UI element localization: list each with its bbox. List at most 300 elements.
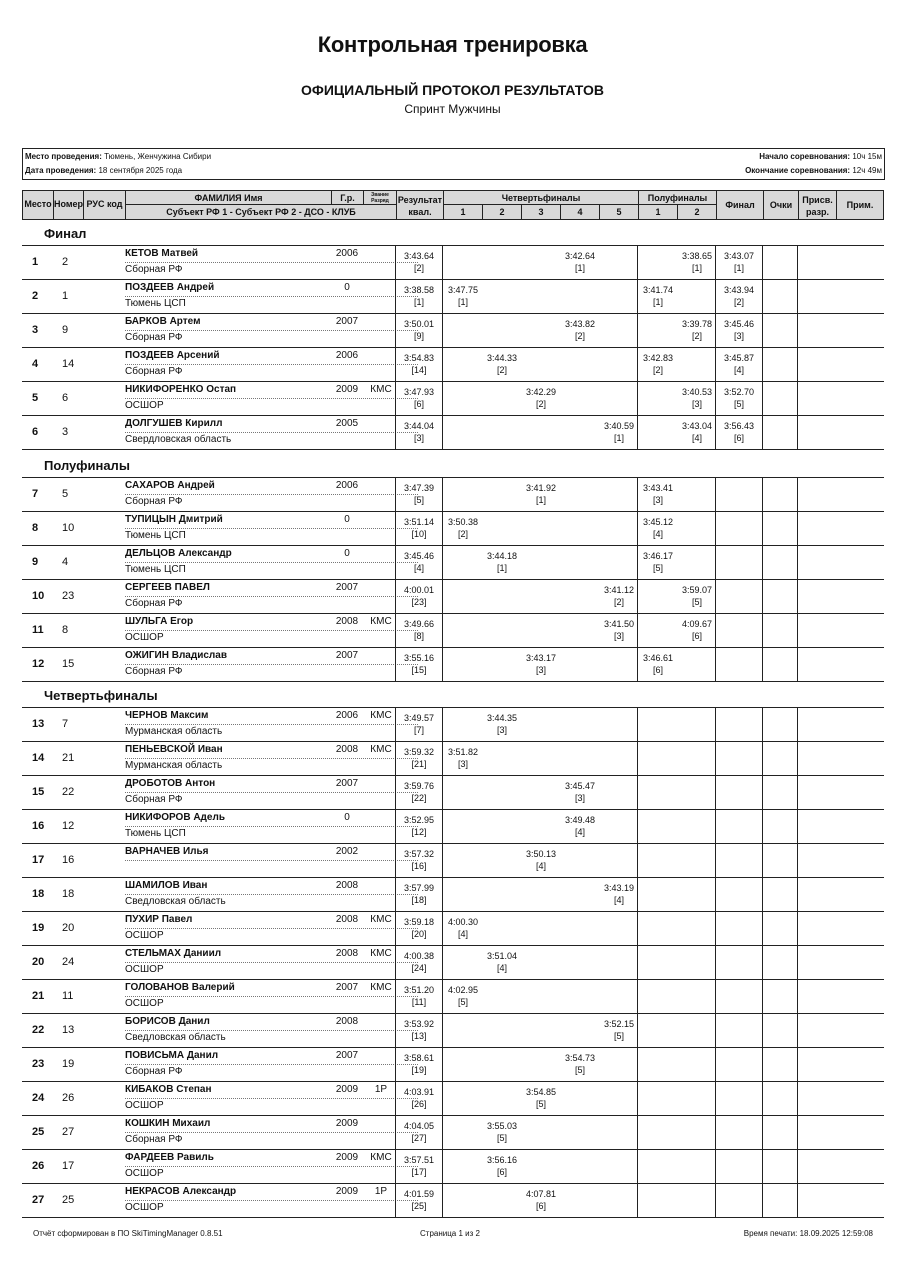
final-result-cell (715, 280, 762, 313)
club-region: ОСШОР (125, 632, 164, 643)
qual-position: [10] (411, 529, 427, 539)
club-region: Сборная РФ (125, 666, 183, 677)
qf-time: 3:41.12 (603, 585, 635, 595)
dotted-separator (125, 1098, 418, 1099)
sport-rank: 1Р (374, 1186, 388, 1197)
points-cell (762, 314, 797, 347)
assigned-rank-cell (797, 980, 835, 1013)
col-qf-5: 5 (599, 205, 638, 219)
sport-rank: КМС (370, 1152, 392, 1163)
birth-year: 2008 (335, 616, 359, 627)
athlete-row (22, 348, 884, 382)
qf-position: [4] (496, 963, 507, 973)
final-result-cell (715, 580, 762, 613)
club-region: ОСШОР (125, 400, 164, 411)
semifinal-block (637, 980, 715, 1013)
qual-position: [26] (411, 1099, 427, 1109)
col-assigned-rank: Присв. разр. (798, 191, 836, 219)
club-region: Сборная РФ (125, 1066, 183, 1077)
birth-year: 2007 (335, 982, 359, 993)
assigned-rank-cell (797, 878, 835, 911)
bib-number: 16 (62, 854, 75, 866)
place-value: 6 (32, 426, 39, 438)
birth-year: 2007 (335, 778, 359, 789)
sport-rank: КМС (370, 948, 392, 959)
club-region: Сборная РФ (125, 496, 183, 507)
quarterfinal-result (484, 946, 520, 979)
athlete-name: НЕКРАСОВ Александр (125, 1186, 237, 1197)
qf-time: 3:51.82 (447, 747, 479, 757)
qf-time: 3:50.13 (525, 849, 557, 859)
bib-number: 18 (62, 888, 75, 900)
bib-number: 26 (62, 1092, 75, 1104)
final-result-cell (715, 708, 762, 741)
birth-year: 2006 (335, 248, 359, 259)
place-value: 2 (32, 290, 39, 302)
assigned-rank-cell (797, 844, 835, 877)
athlete-row (22, 810, 884, 844)
athlete-row (22, 580, 884, 614)
points-cell (762, 580, 797, 613)
col-qual: Результат квал. (396, 191, 443, 219)
qual-time: 3:49.57 (403, 713, 435, 723)
quarterfinal-result (523, 648, 559, 681)
sf-position: [5] (652, 563, 663, 573)
quarterfinal-result (445, 742, 481, 775)
final-position: [4] (733, 365, 744, 375)
final-time: 3:45.46 (723, 319, 755, 329)
birth-year: 0 (344, 282, 350, 293)
place-value: 27 (32, 1194, 45, 1206)
qual-result-cell (395, 246, 442, 279)
club-region: ОСШОР (125, 930, 164, 941)
club-region: Мурманская область (125, 760, 223, 771)
sf-time: 3:40.53 (681, 387, 713, 397)
qual-position: [21] (411, 759, 427, 769)
dotted-separator (125, 528, 418, 529)
quarterfinal-block (442, 776, 637, 809)
semifinal-block (637, 1048, 715, 1081)
qf-time: 3:41.92 (525, 483, 557, 493)
col-final: Финал (716, 191, 763, 219)
points-cell (762, 246, 797, 279)
birth-year: 2008 (335, 880, 359, 891)
club-region: ОСШОР (125, 964, 164, 975)
points-cell (762, 1150, 797, 1183)
athlete-row (22, 708, 884, 742)
club-region: Сборная РФ (125, 366, 183, 377)
quarterfinal-result (523, 844, 559, 877)
sf-time: 3:46.17 (642, 551, 674, 561)
final-position: [1] (733, 263, 744, 273)
col-name: ФАМИЛИЯ Имя (125, 191, 331, 205)
athlete-name: ОЖИГИН Владислав (125, 650, 227, 661)
athlete-name: ДЕЛЬЦОВ Александр (125, 548, 232, 559)
final-result-cell (715, 546, 762, 579)
sf-time: 3:39.78 (681, 319, 713, 329)
quarterfinal-block (442, 946, 637, 979)
assigned-rank-cell (797, 314, 835, 347)
qual-result-cell (395, 648, 442, 681)
quarterfinal-result (562, 1048, 598, 1081)
birth-year: 0 (344, 812, 350, 823)
bib-number: 21 (62, 752, 75, 764)
points-cell (762, 348, 797, 381)
sf-position: [4] (652, 529, 663, 539)
qual-time: 3:55.16 (403, 653, 435, 663)
qual-result-cell (395, 348, 442, 381)
athlete-name: ДОЛГУШЕВ Кирилл (125, 418, 223, 429)
qf-position: [6] (535, 1201, 546, 1211)
quarterfinal-result (484, 708, 520, 741)
final-position: [6] (733, 433, 744, 443)
bib-number: 10 (62, 522, 75, 534)
bib-number: 20 (62, 922, 75, 934)
athlete-name: БОРИСОВ Данил (125, 1016, 210, 1027)
qual-position: [3] (413, 433, 424, 443)
quarterfinal-result (445, 280, 481, 313)
qf-time: 3:42.64 (564, 251, 596, 261)
col-rank: Звание Разряд (363, 191, 396, 205)
semifinal-result (679, 580, 715, 613)
qual-result-cell (395, 416, 442, 449)
athlete-row (22, 280, 884, 314)
qf-position: [2] (535, 399, 546, 409)
final-result-cell (715, 844, 762, 877)
qual-position: [25] (411, 1201, 427, 1211)
assigned-rank-cell (797, 246, 835, 279)
points-cell (762, 1184, 797, 1217)
qual-position: [22] (411, 793, 427, 803)
qual-time: 3:45.46 (403, 551, 435, 561)
footer-software: Отчёт сформирован в ПО SkiTimingManager 0.8.51 (33, 1229, 223, 1238)
assigned-rank-cell (797, 348, 835, 381)
athlete-row (22, 1116, 884, 1150)
qual-position: [27] (411, 1133, 427, 1143)
final-position: [2] (733, 297, 744, 307)
qual-position: [7] (413, 725, 424, 735)
birth-year: 2009 (335, 1084, 359, 1095)
assigned-rank-cell (797, 546, 835, 579)
qf-position: [2] (496, 365, 507, 375)
assigned-rank-cell (797, 382, 835, 415)
assigned-rank-cell (797, 810, 835, 843)
quarterfinal-result (523, 478, 559, 511)
qual-result-cell (395, 314, 442, 347)
athlete-row (22, 878, 884, 912)
dotted-separator (125, 792, 418, 793)
sf-time: 3:41.74 (642, 285, 674, 295)
club-region: Сборная РФ (125, 598, 183, 609)
qf-position: [3] (457, 759, 468, 769)
club-region: ОСШОР (125, 1168, 164, 1179)
bib-number: 9 (62, 324, 69, 336)
qual-position: [15] (411, 665, 427, 675)
qual-time: 3:57.32 (403, 849, 435, 859)
qual-result-cell (395, 1184, 442, 1217)
qf-position: [4] (613, 895, 624, 905)
athlete-row (22, 742, 884, 776)
points-cell (762, 280, 797, 313)
footer-page-number: Страница 1 из 2 (420, 1229, 480, 1238)
qual-position: [14] (411, 365, 427, 375)
quarterfinal-block (442, 1116, 637, 1149)
points-cell (762, 878, 797, 911)
qf-position: [5] (613, 1031, 624, 1041)
semifinal-block (637, 1082, 715, 1115)
qual-position: [19] (411, 1065, 427, 1075)
qual-result-cell (395, 844, 442, 877)
sf-position: [2] (691, 331, 702, 341)
discipline-label: Спринт Мужчины (404, 102, 501, 116)
qual-time: 4:00.38 (403, 951, 435, 961)
qual-result-cell (395, 776, 442, 809)
qual-position: [6] (413, 399, 424, 409)
final-result-cell (715, 246, 762, 279)
final-result-cell (715, 912, 762, 945)
semifinal-block (637, 844, 715, 877)
dotted-separator (125, 962, 418, 963)
quarterfinal-result (445, 980, 481, 1013)
athlete-row (22, 1014, 884, 1048)
final-result-cell (715, 776, 762, 809)
birth-year: 2007 (335, 582, 359, 593)
sf-position: [5] (691, 597, 702, 607)
dotted-separator (125, 494, 418, 495)
final-position: [3] (733, 331, 744, 341)
qf-position: [4] (457, 929, 468, 939)
qf-time: 3:40.59 (603, 421, 635, 431)
quarterfinal-result (523, 382, 559, 415)
athlete-row (22, 946, 884, 980)
qual-result-cell (395, 1048, 442, 1081)
dotted-separator (125, 664, 418, 665)
qf-time: 3:55.03 (486, 1121, 518, 1131)
qual-time: 4:01.59 (403, 1189, 435, 1199)
bib-number: 27 (62, 1126, 75, 1138)
final-result-cell (715, 1150, 762, 1183)
athlete-name: ДРОБОТОВ Антон (125, 778, 216, 789)
sf-position: [6] (652, 665, 663, 675)
qual-result-cell (395, 946, 442, 979)
sport-rank: КМС (370, 914, 392, 925)
club-region: Тюмень ЦСП (125, 564, 186, 575)
final-time: 3:45.87 (723, 353, 755, 363)
results-table-header (22, 190, 884, 220)
final-time: 3:52.70 (723, 387, 755, 397)
athlete-row (22, 382, 884, 416)
semifinal-result (640, 478, 676, 511)
final-result-cell (715, 1116, 762, 1149)
sf-time: 3:42.83 (642, 353, 674, 363)
semifinal-block (637, 742, 715, 775)
athlete-row (22, 314, 884, 348)
birth-year: 2007 (335, 316, 359, 327)
athlete-name: САХАРОВ Андрей (125, 480, 215, 491)
quarterfinal-block (442, 708, 637, 741)
place-value: 26 (32, 1160, 45, 1172)
athlete-name: ПУХИР Павел (125, 914, 193, 925)
qf-time: 3:50.38 (447, 517, 479, 527)
qual-position: [20] (411, 929, 427, 939)
qf-position: [2] (574, 331, 585, 341)
qual-position: [16] (411, 861, 427, 871)
col-sf-2: 2 (677, 205, 716, 219)
final-result-cell (715, 1082, 762, 1115)
place-value: 22 (32, 1024, 45, 1036)
qual-result-cell (395, 742, 442, 775)
qf-time: 3:49.48 (564, 815, 596, 825)
qf-position: [5] (496, 1133, 507, 1143)
dotted-separator (125, 630, 418, 631)
qf-position: [3] (496, 725, 507, 735)
points-cell (762, 776, 797, 809)
qf-time: 3:56.16 (486, 1155, 518, 1165)
qual-position: [24] (411, 963, 427, 973)
semifinal-block (637, 810, 715, 843)
qf-position: [4] (574, 827, 585, 837)
bib-number: 5 (62, 488, 69, 500)
col-sf-1: 1 (638, 205, 677, 219)
quarterfinal-result (562, 810, 598, 843)
qual-time: 3:54.83 (403, 353, 435, 363)
date-info: Дата проведения: 18 сентября 2025 года (25, 166, 183, 175)
place-value: 21 (32, 990, 45, 1002)
assigned-rank-cell (797, 478, 835, 511)
place-value: 8 (32, 522, 39, 534)
bib-number: 17 (62, 1160, 75, 1172)
points-cell (762, 614, 797, 647)
qf-time: 3:54.85 (525, 1087, 557, 1097)
qual-result-cell (395, 546, 442, 579)
sf-time: 3:43.04 (681, 421, 713, 431)
athlete-row (22, 512, 884, 546)
qf-time: 3:43.17 (525, 653, 557, 663)
qual-position: [23] (411, 597, 427, 607)
bib-number: 23 (62, 590, 75, 602)
qual-position: [12] (411, 827, 427, 837)
place-value: 20 (32, 956, 45, 968)
quarterfinal-block (442, 1048, 637, 1081)
qf-time: 3:52.15 (603, 1019, 635, 1029)
bib-number: 1 (62, 290, 69, 302)
points-cell (762, 912, 797, 945)
final-result-cell (715, 348, 762, 381)
place-value: 24 (32, 1092, 45, 1104)
qf-position: [2] (613, 597, 624, 607)
quarterfinal-result (523, 1184, 559, 1217)
sport-rank: КМС (370, 616, 392, 627)
semifinal-block (637, 878, 715, 911)
qual-time: 3:44.04 (403, 421, 435, 431)
end-time-info: Окончание соревнования: 12ч 49м (745, 166, 882, 175)
semifinal-block (637, 1014, 715, 1047)
dotted-separator (125, 596, 418, 597)
sf-position: [6] (691, 631, 702, 641)
quarterfinal-result (562, 314, 598, 347)
assigned-rank-cell (797, 1014, 835, 1047)
final-result-cell (715, 314, 762, 347)
place-value: 7 (32, 488, 39, 500)
sf-position: [4] (691, 433, 702, 443)
col-semifinals: Полуфиналы (638, 191, 716, 205)
club-region: Тюмень ЦСП (125, 828, 186, 839)
place-value: 23 (32, 1058, 45, 1070)
quarterfinal-result (601, 1014, 637, 1047)
birth-year: 0 (344, 514, 350, 525)
points-cell (762, 810, 797, 843)
qual-time: 3:50.01 (403, 319, 435, 329)
athlete-row (22, 546, 884, 580)
athlete-name: ШУЛЬГА Егор (125, 616, 194, 627)
athlete-name: СЕРГЕЕВ ПАВЕЛ (125, 582, 210, 593)
qual-time: 3:59.76 (403, 781, 435, 791)
semifinal-block (637, 1150, 715, 1183)
place-value: 25 (32, 1126, 45, 1138)
qual-result-cell (395, 580, 442, 613)
final-result-cell (715, 648, 762, 681)
assigned-rank-cell (797, 416, 835, 449)
qual-result-cell (395, 810, 442, 843)
dotted-separator (125, 724, 418, 725)
athlete-row (22, 246, 884, 280)
place-value: 13 (32, 718, 45, 730)
semifinal-block (637, 708, 715, 741)
qf-position: [2] (457, 529, 468, 539)
athlete-name: КЕТОВ Матвей (125, 248, 199, 259)
assigned-rank-cell (797, 1184, 835, 1217)
athlete-row (22, 844, 884, 878)
qf-position: [1] (457, 297, 468, 307)
quarterfinal-result (484, 1150, 520, 1183)
semifinal-result (640, 546, 676, 579)
qual-result-cell (395, 1150, 442, 1183)
qf-time: 4:00.30 (447, 917, 479, 927)
bib-number: 19 (62, 1058, 75, 1070)
club-region: Свердловская область (125, 434, 232, 445)
qual-position: [2] (413, 263, 424, 273)
col-year: Г.р. (331, 191, 363, 205)
sf-time: 3:45.12 (642, 517, 674, 527)
qf-time: 4:02.95 (447, 985, 479, 995)
quarterfinal-result (523, 1082, 559, 1115)
section-title: Четвертьфиналы (44, 688, 158, 703)
qual-time: 3:51.14 (403, 517, 435, 527)
qual-time: 3:38.58 (403, 285, 435, 295)
club-region: Сборная РФ (125, 794, 183, 805)
qf-time: 3:51.04 (486, 951, 518, 961)
assigned-rank-cell (797, 912, 835, 945)
athlete-name: КИБАКОВ Степан (125, 1084, 212, 1095)
athlete-name: ПОВИСЬМА Данил (125, 1050, 219, 1061)
dotted-separator (125, 562, 418, 563)
assigned-rank-cell (797, 1048, 835, 1081)
points-cell (762, 742, 797, 775)
assigned-rank-cell (797, 1116, 835, 1149)
club-region: Тюмень ЦСП (125, 298, 186, 309)
bib-number: 22 (62, 786, 75, 798)
birth-year: 2009 (335, 384, 359, 395)
birth-year: 2007 (335, 650, 359, 661)
semifinal-block (637, 1184, 715, 1217)
birth-year: 2006 (335, 710, 359, 721)
qual-time: 3:58.61 (403, 1053, 435, 1063)
qual-result-cell (395, 912, 442, 945)
dotted-separator (125, 996, 418, 997)
venue-info: Место проведения: Тюмень, Женчужина Сибири (25, 152, 212, 161)
qual-time: 3:57.51 (403, 1155, 435, 1165)
bib-number: 3 (62, 426, 69, 438)
